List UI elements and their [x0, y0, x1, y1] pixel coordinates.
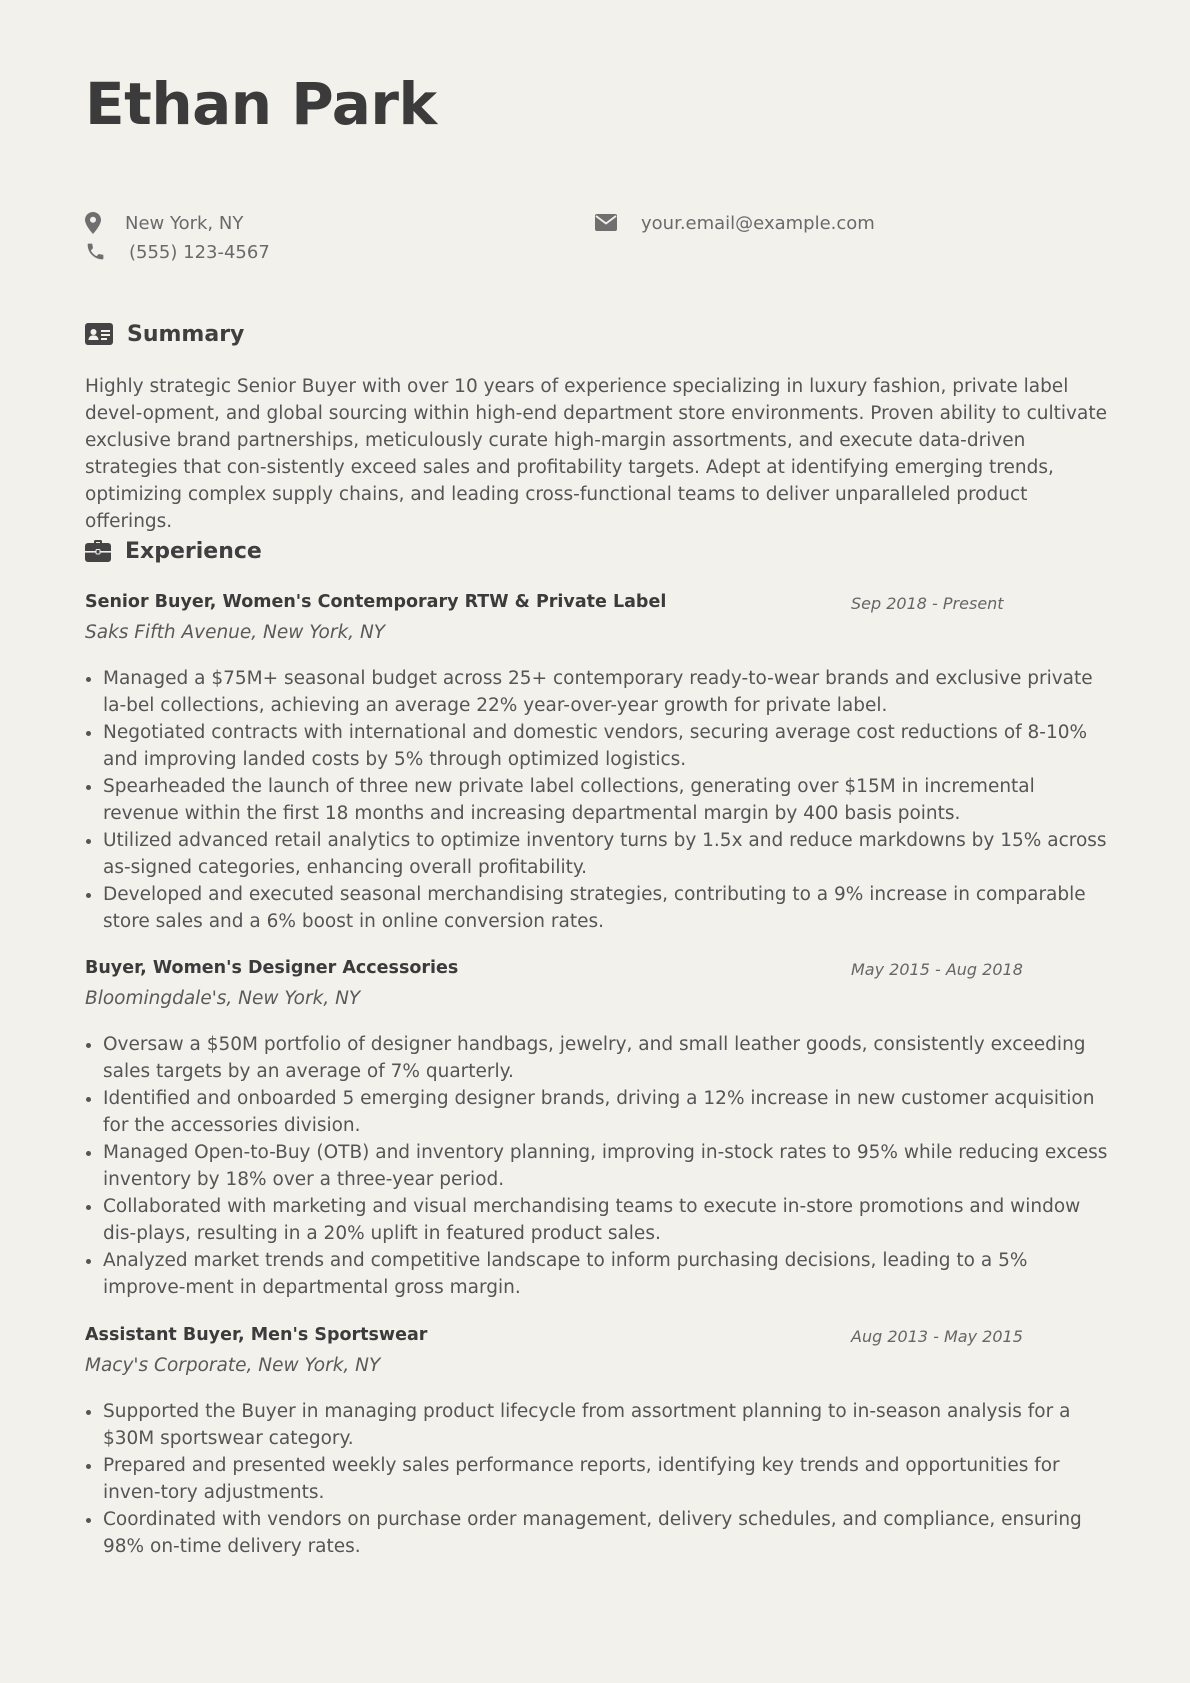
map-pin-icon [85, 212, 107, 234]
experience-section-header [85, 539, 262, 564]
summary-section-header [85, 322, 244, 347]
job-entry [85, 958, 1115, 1301]
job-title: Assistant Buyer, Men's Sportswear [85, 1325, 428, 1345]
contact-location [85, 212, 243, 234]
job-bullets [85, 1398, 1115, 1560]
experience-heading: Experience [125, 539, 262, 564]
job-title: Buyer, Women's Designer Accessories [85, 958, 459, 978]
list-item: • Managed a $75M+ seasonal budget across 25+ contemporary ready-to-wear brands and exclusive private la-bel collections, achieving an average 22% year-over-year growth for private label. [103, 665, 1115, 719]
list-item: • Oversaw a $50M portfolio of designer handbags, jewelry, and small leather goods, consistently exceeding sales targets by an average of 7% quarterly. [103, 1031, 1115, 1085]
phone-icon [85, 241, 107, 263]
job-company: Macy's Corporate, New York, NY [85, 1355, 381, 1376]
phone-text: (555) 123-4567 [129, 241, 270, 263]
list-item: • Identified and onboarded 5 emerging designer brands, driving a 12% increase in new customer acquisition for the accessories division. [103, 1085, 1115, 1139]
job-bullets [85, 1031, 1115, 1301]
candidate-name: Ethan Park [85, 70, 437, 138]
job-entry [85, 592, 1115, 935]
email-text[interactable]: your.email@example.com [641, 212, 875, 234]
contact-phone [85, 241, 270, 263]
job-date: May 2015 - Aug 2018 [851, 960, 1023, 979]
job-date: Sep 2018 - Present [851, 594, 1004, 613]
id-card-icon [85, 323, 113, 347]
envelope-icon [595, 212, 619, 234]
list-item: • Collaborated with marketing and visual merchandising teams to execute in-store promotions and window dis-plays, resulting in a 20% uplift in featured product sales. [103, 1193, 1115, 1247]
job-entry [85, 1325, 1115, 1560]
job-date: Aug 2013 - May 2015 [851, 1327, 1023, 1346]
contact-email [595, 212, 875, 234]
list-item: • Developed and executed seasonal merchandising strategies, contributing to a 9% increase in comparable store sales and a 6% boost in online conversion rates. [103, 881, 1115, 935]
job-bullets [85, 665, 1115, 935]
job-company: Saks Fifth Avenue, New York, NY [85, 622, 386, 643]
list-item: • Prepared and presented weekly sales performance reports, identifying key trends and opportunities for inven-tory adjustments. [103, 1452, 1115, 1506]
job-title: Senior Buyer, Women's Contemporary RTW & Private Label [85, 592, 667, 612]
list-item: • Utilized advanced retail analytics to optimize inventory turns by 1.5x and reduce markdowns by 15% across as-signed categories, enhancing overall profitability. [103, 827, 1115, 881]
briefcase-icon [85, 540, 111, 564]
list-item: • Supported the Buyer in managing product lifecycle from assortment planning to in-season analysis for a $30M sportswear category. [103, 1398, 1115, 1452]
list-item: • Negotiated contracts with international and domestic vendors, securing average cost reductions of 8-10% and improving landed costs by 5% through optimized logistics. [103, 719, 1115, 773]
job-company: Bloomingdale's, New York, NY [85, 988, 361, 1009]
list-item: • Coordinated with vendors on purchase order management, delivery schedules, and compliance, ensuring 98% on-time delivery rates. [103, 1506, 1115, 1560]
summary-heading: Summary [127, 322, 245, 347]
location-text: New York, NY [125, 212, 244, 234]
list-item: • Analyzed market trends and competitive landscape to inform purchasing decisions, leading to a 5% improve-ment in departmental gross margin. [103, 1247, 1115, 1301]
list-item: • Spearheaded the launch of three new private label collections, generating over $15M in incremental revenue within the first 18 months and increasing departmental margin by 400 basis points. [103, 773, 1115, 827]
summary-text: Highly strategic Senior Buyer with over 10 years of experience specializing in luxury fashion, private label devel-opment, and global sourcing within high-end department store environments. Proven ability to cultivate exclusive brand partnerships, meticulously curate high-margin assortments, and execute data-driven strategies that con-sistently exceed sales and profitability targets. Adept at identifying emerging trends, optimizing complex supply chains, and leading cross-functional teams to deliver unparalleled product offerings. [85, 376, 1107, 532]
list-item: • Managed Open-to-Buy (OTB) and inventory planning, improving in-stock rates to 95% while reducing excess inventory by 18% over a three-year period. [103, 1139, 1115, 1193]
